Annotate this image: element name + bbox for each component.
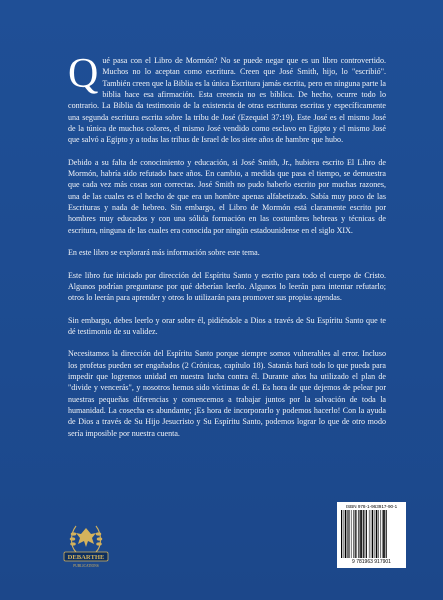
spacer (68, 337, 386, 348)
barcode-bar (366, 510, 367, 558)
eagle-icon (76, 528, 96, 547)
paragraph-5: Sin embargo, debes leerlo y orar sobre él, pidiéndole a Dios a través de Su Espíritu Santo que te dé testimonio de su validez. (68, 315, 386, 336)
barcode-bar (365, 510, 366, 558)
barcode-digits: 9 781963 917901 (352, 559, 391, 565)
barcode-bars (341, 510, 402, 558)
barcode-bar (372, 510, 373, 558)
barcode-bar (347, 510, 348, 558)
barcode-bar (357, 510, 358, 558)
barcode-bar (378, 510, 379, 558)
barcode-bar (360, 510, 362, 558)
paragraph-2: Debido a su falta de conocimiento y educación, si José Smith, Jr., hubiera escrito El Libro de Mormón, habría sido refutado hace años. En cambio, a medida que pasa el tiempo, se demuestra que cada vez más cosas son correctas. José Smith no pudo haberlo escrito por muchas razones, una de las cuales es el hecho de que era un hombre apenas alfabetizado. Sabía muy poco de las Escrituras y nada de hebreo. Sin embargo, el Libro de Mormón está claramente escrito por hombres muy educados y con una sólida formación en las costumbres hebreas y técnicas de escritura, ninguna de las cuales era conocida por ningún estadounidense en el siglo XIX. (68, 157, 386, 235)
barcode-bar (348, 510, 349, 558)
barcode-bar (353, 510, 354, 558)
barcode-bar (369, 510, 370, 558)
publisher-logo (62, 514, 110, 576)
publisher-subtext: PUBLICATIONS (73, 564, 99, 568)
isbn-barcode (337, 502, 406, 568)
barcode-bar (358, 510, 359, 558)
barcode-bar (371, 510, 372, 558)
spacer (68, 259, 386, 270)
spacer (68, 304, 386, 315)
barcode-bar (382, 510, 383, 558)
barcode-bar (351, 510, 352, 558)
drop-cap: Q (68, 51, 99, 97)
paragraph-6: Necesitamos la dirección del Espíritu Santo porque siempre somos vulnerables al error. Incluso los profetas pueden ser engañados (2 Crónicas, capítulo 18). Satanás hará todo lo que pueda para impedir que logremos unidad en nuestra lucha contra él. Durante años ha utilizado el plan de "divide y vencerás", y nosotros hemos sido víctimas de él. Es hora de que dejemos de pelear por nuestras pequeñas diferencias y comencemos a trabajar juntos por la salvación de toda la humanidad. La cosecha es abundante; ¡Es hora de incorporarlo y podemos hacerlo! Con la ayuda de Dios a través de Su Hijo Jesucristo y Su Espíritu Santo, podemos lograr lo que de otro modo sería imposible por nuestra cuenta. (68, 349, 386, 438)
barcode-bar (376, 510, 378, 558)
spacer (68, 236, 386, 247)
back-cover-text (68, 51, 386, 439)
paragraph-1 (68, 51, 386, 146)
isbn-label: ISBN 978-1-963917-90-1 (345, 504, 398, 509)
barcode-bar (383, 510, 385, 558)
barcode-bar (355, 510, 356, 558)
publisher-name: DEBARTHE (67, 554, 105, 561)
paragraph-3: En este libro se explorará más información sobre este tema. (68, 248, 260, 258)
barcode-bar (386, 510, 387, 558)
barcode-bar (380, 510, 381, 558)
paragraph-1-text: ué pasa con el Libro de Mormón? No se puede negar que es un libro controvertido. Muchos no lo aceptan como escritura. Creen que José Smith, hijo, lo "escribió". También creen que la Biblia es la única Escritura jamás escrita, pero en ninguna parte la biblia hace esa afirmación. Esta creencia no es bíblica. De hecho, ocurre todo lo contrario. La Biblia da testimonio de la existencia de otras escrituras escritas y específicamente una segunda escritura escrita sobre la tribu de José (Ezequiel 37:19). Este José es el mismo José de la túnica de muchos colores, el mismo José vendido como esclavo en Egipto y el mismo José que salvó a Egipto y a todas las tribus de Israel de los siete años de hambre que hubo. (68, 56, 386, 145)
barcode-bar (374, 510, 375, 558)
barcode-bar (343, 510, 344, 558)
spacer (68, 146, 386, 157)
barcode-bar (363, 510, 364, 558)
paragraph-4: Este libro fue iniciado por dirección del Espíritu Santo y escrito para todo el cuerpo de Cristo. Algunos podrían preguntarse por qué deberían leerlo. Algunos lo leerán para intentar refutarlo; otros lo leerán para aprender y otros lo utilizarán para promover sus propias agendas. (68, 270, 386, 303)
barcode-bar (341, 510, 342, 558)
barcode-bar (345, 510, 347, 558)
